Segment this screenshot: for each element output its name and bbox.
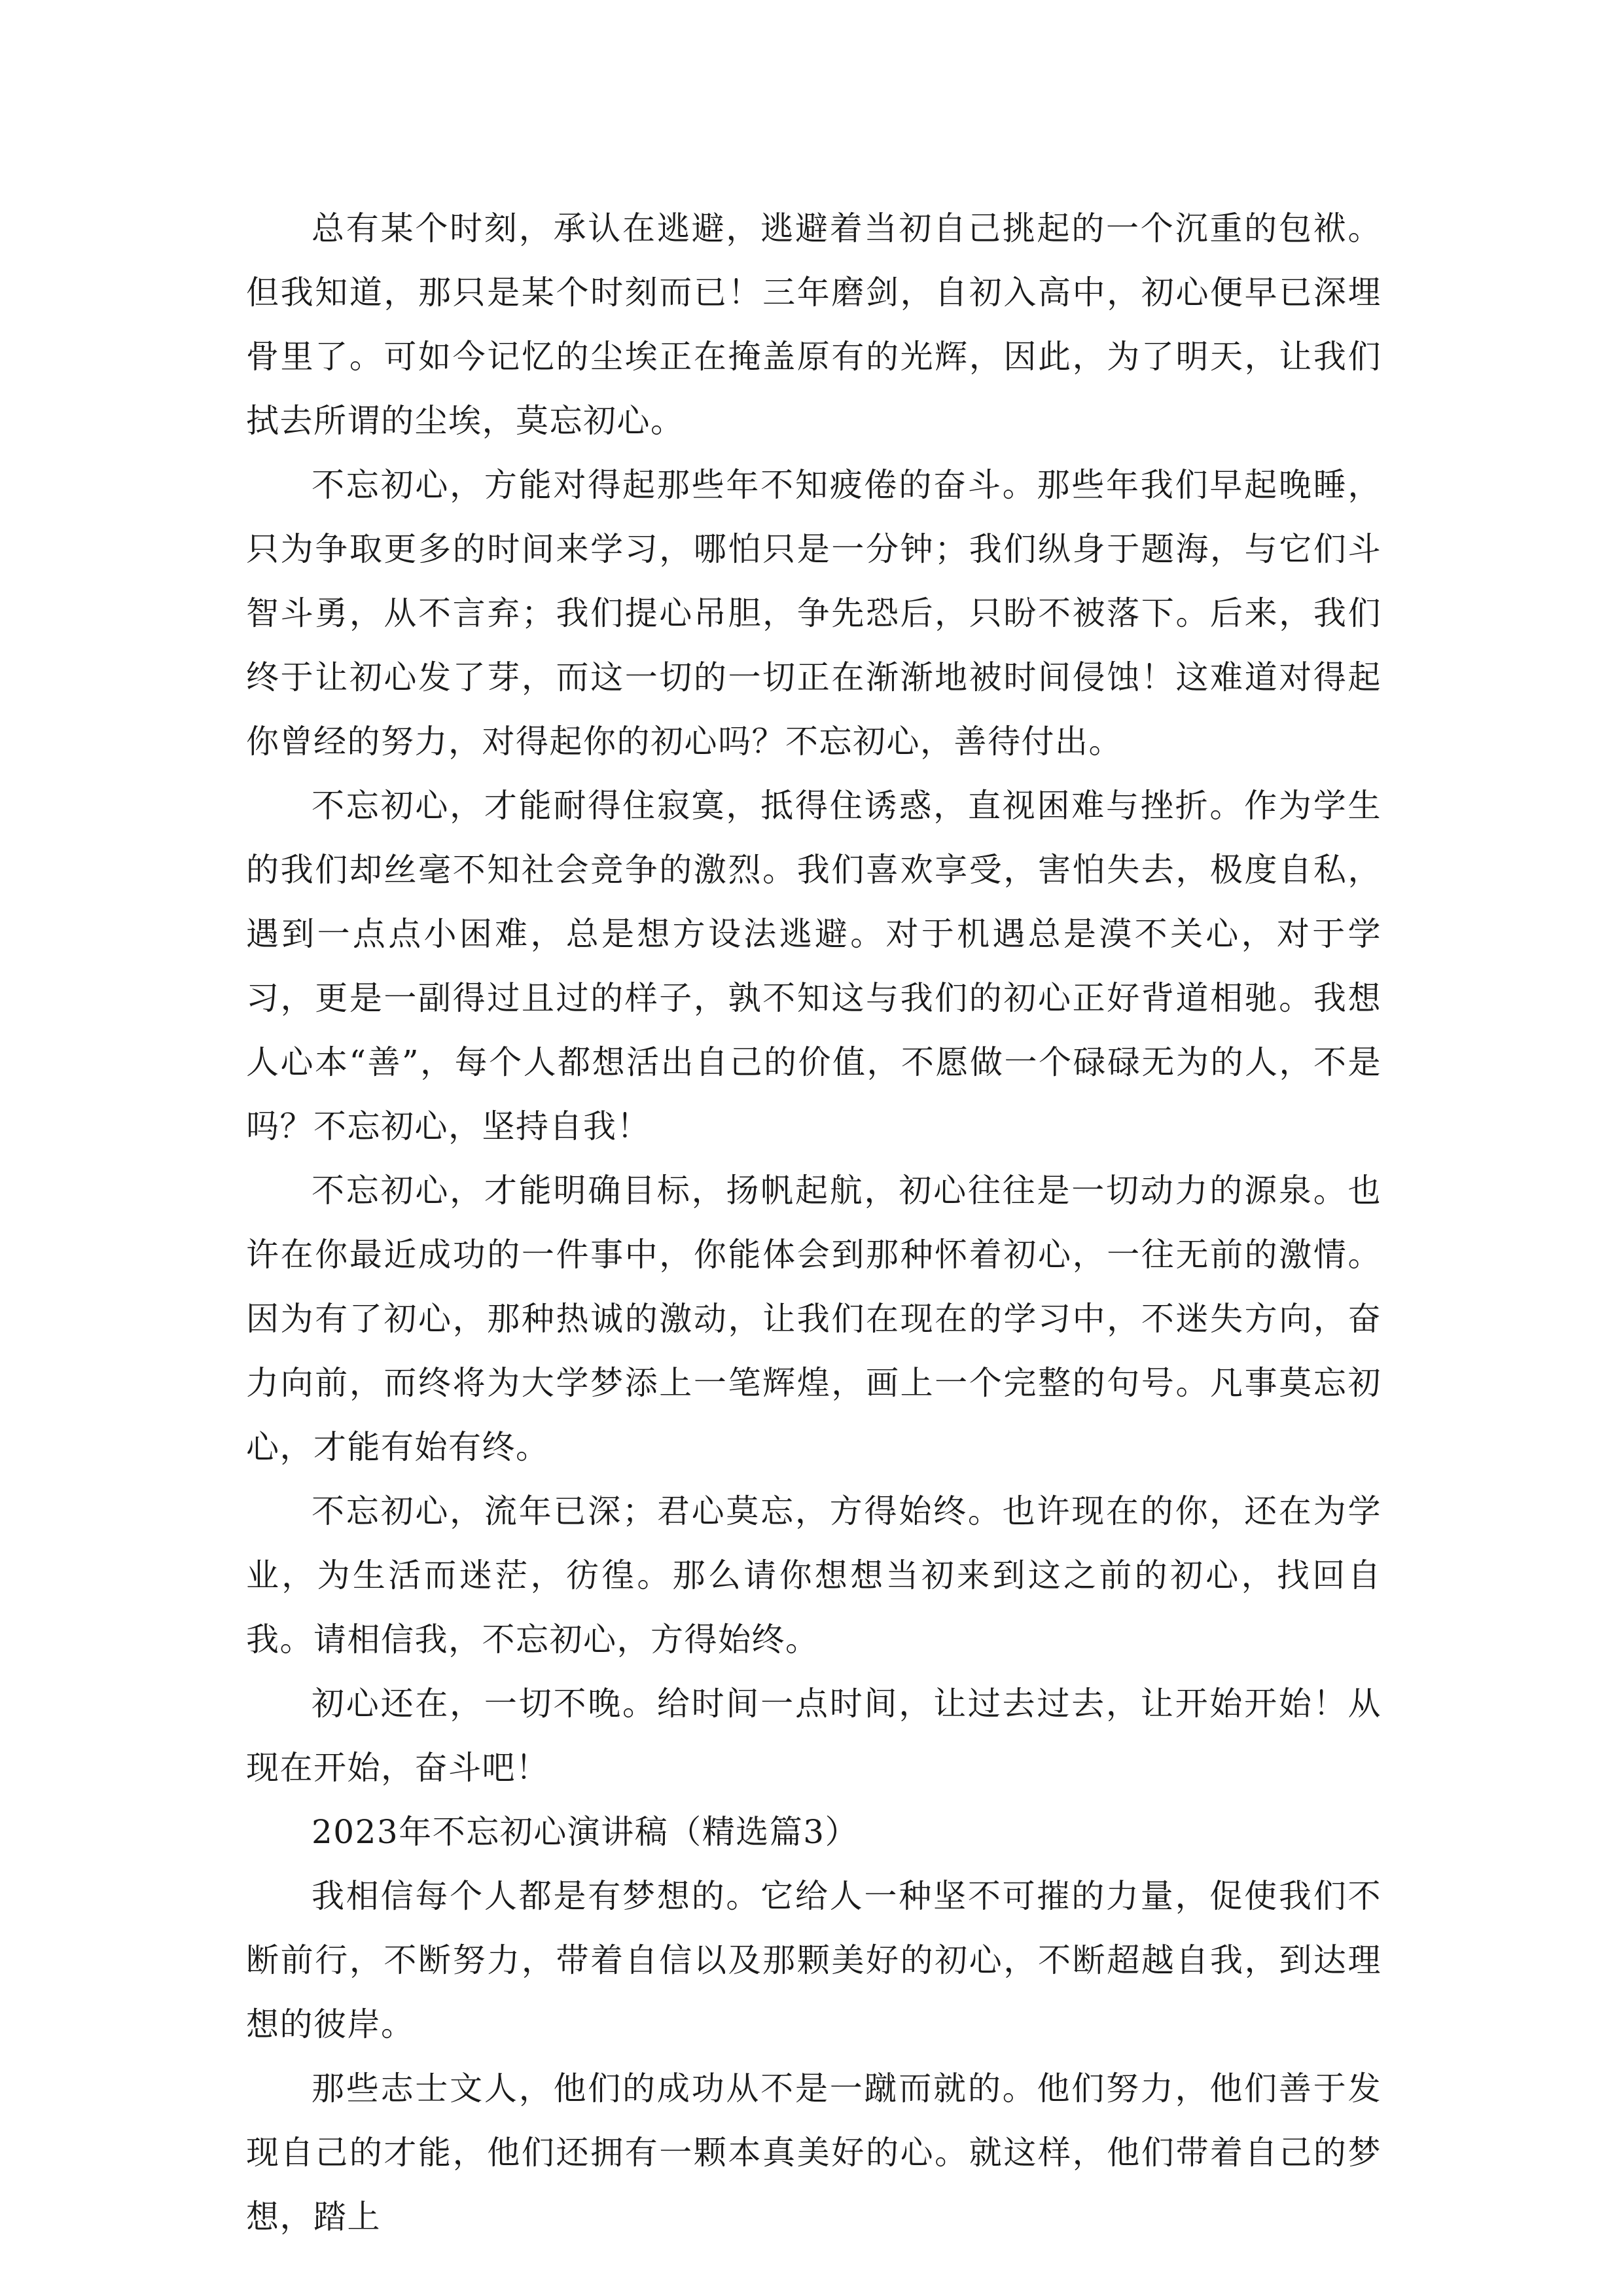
paragraph-2: 不忘初心，方能对得起那些年不知疲倦的奋斗。那些年我们早起晚睡，只为争取更多的时间来学习，哪怕只是一分钟；我们纵身于题海，与它们斗智斗勇，从不言弃；我们提心吊胆，争先恐后，只盼不被落下。后来，我们终于让初心发了芽，而这一切的一切正在渐渐地被时间侵蚀！这难道对得起你曾经的努力，对得起你的初心吗？不忘初心，善待付出。 (246, 466, 1382, 761)
section-heading: 2023年不忘初心演讲稿（精选篇3） (312, 1813, 859, 1851)
paragraph-4: 不忘初心，才能明确目标，扬帆起航，初心往往是一切动力的源泉。也许在你最近成功的一件事中，你能体会到那种怀着初心，一往无前的激情。因为有了初心，那种热诚的激动，让我们在现在的学习中，不迷失方向，奋力向前，而终将为大学梦添上一笔辉煌，画上一个完整的句号。凡事莫忘初心，才能有始有终。 (246, 1172, 1382, 1466)
document-body (246, 196, 1382, 2249)
section-paragraph-2: 那些志士文人，他们的成功从不是一蹴而就的。他们努力，他们善于发现自己的才能，他们还拥有一颗本真美好的心。就这样，他们带着自己的梦想，踏上 (246, 2070, 1382, 2236)
paragraph-3: 不忘初心，才能耐得住寂寞，抵得住诱惑，直视困难与挫折。作为学生的我们却丝毫不知社会竞争的激烈。我们喜欢享受，害怕失去，极度自私，遇到一点点小困难，总是想方设法逃避。对于机遇总是漠不关心，对于学习，更是一副得过且过的样子，孰不知这与我们的初心正好背道相驰。我想人心本“善”，每个人都想活出自己的价值，不愿做一个碌碌无为的人，不是吗？不忘初心，坚持自我！ (246, 787, 1382, 1145)
paragraph-1: 总有某个时刻，承认在逃避，逃避着当初自己挑起的一个沉重的包袱。但我知道，那只是某个时刻而已！三年磨剑，自初入高中，初心便早已深埋骨里了。可如今记忆的尘埃正在掩盖原有的光辉，因此，为了明天，让我们拭去所谓的尘埃，莫忘初心。 (246, 209, 1382, 440)
section-paragraph-1: 我相信每个人都是有梦想的。它给人一种坚不可摧的力量，促使我们不断前行，不断努力，带着自信以及那颗美好的初心，不断超越自我，到达理想的彼岸。 (246, 1877, 1382, 2043)
paragraph-5: 不忘初心，流年已深；君心莫忘，方得始终。也许现在的你，还在为学业，为生活而迷茫，彷徨。那么请你想想当初来到这之前的初心，找回自我。请相信我，不忘初心，方得始终。 (246, 1492, 1382, 1659)
paragraph-6: 初心还在，一切不晚。给时间一点时间，让过去过去，让开始开始！从现在开始，奋斗吧！ (246, 1685, 1382, 1787)
